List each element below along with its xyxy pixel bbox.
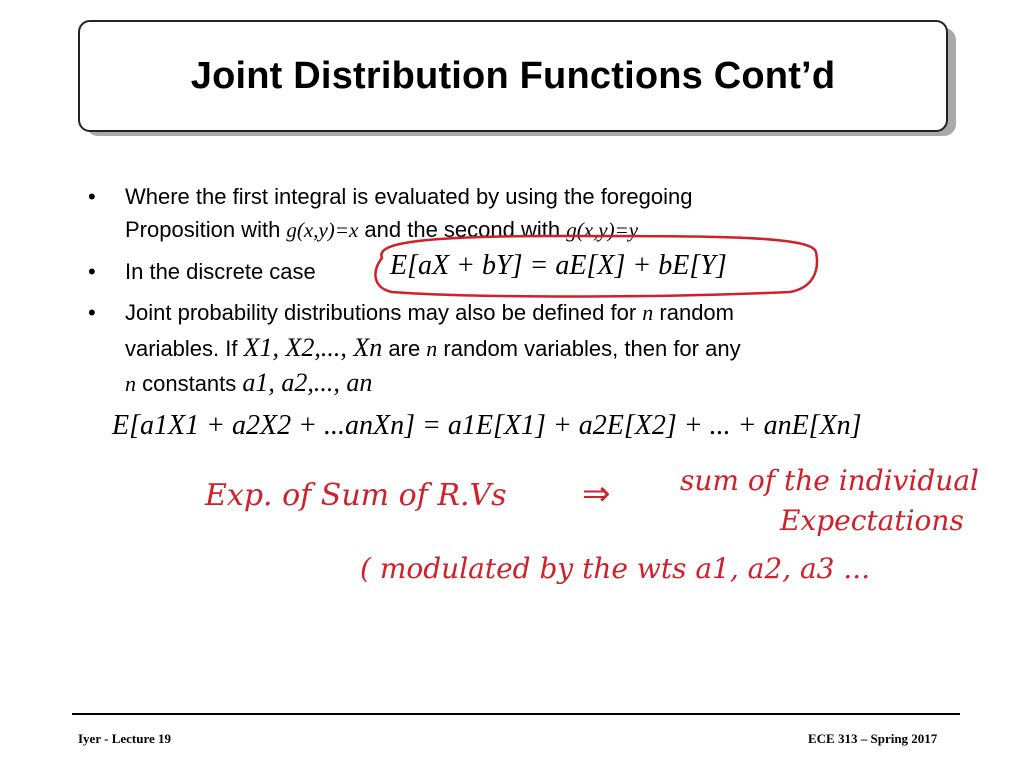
handwriting-line1-left: Exp. of Sum of R.Vs [205, 478, 507, 513]
bullet1-line2 [125, 213, 638, 247]
bullet3-line3-mid: constants [136, 371, 243, 396]
random-variables-list: X1, X2,..., Xn [243, 333, 383, 362]
bullet2-text: In the discrete case [125, 259, 316, 284]
bullet-marker: • [88, 259, 96, 284]
bullet2-line [125, 255, 316, 289]
bullet1-line1: Where the first integral is evaluated by using the foregoing [125, 184, 693, 209]
slide-title: Joint Distribution Functions Cont’d [190, 54, 836, 97]
bullet3-line3 [125, 366, 372, 401]
n-symbol: n [125, 371, 136, 396]
function-g-y: g(x,y)=y [566, 218, 639, 242]
bullet3-line1-prefix: Joint probability distributions may also be defined for [125, 300, 643, 325]
bullet3-line2-mid: are [382, 336, 427, 361]
footer-lecture-label: Iyer - Lecture 19 [78, 731, 172, 746]
handwriting-line1-right: sum of the individual [680, 464, 979, 497]
bullet-marker: • [88, 300, 96, 325]
bullet3-line2-prefix: variables. If [125, 336, 244, 361]
bullet3-line1-suffix: random [653, 300, 734, 325]
bullet-marker: • [88, 184, 96, 209]
bullet1-line2-mid: and the second with [358, 217, 567, 242]
handwriting-arrow: ⇒ [582, 474, 611, 514]
discrete-case-equation: E[aX + bY] = aE[X] + bE[Y] [390, 250, 727, 281]
n-symbol: n [642, 300, 654, 325]
bullet3-line2 [125, 331, 741, 366]
handwriting-line3: ( modulated by the wts a1, a2, a3 ... [360, 552, 871, 585]
handwriting-line2: Expectations [780, 504, 964, 537]
linearity-of-expectation-equation: E[a1X1 + a2X2 + ...anXn] = a1E[X1] + a2E[X2] + ... + anE[Xn] [112, 410, 862, 441]
bullet1-line2-prefix: Proposition with [125, 217, 287, 242]
function-g-x: g(x,y)=x [286, 218, 359, 242]
footer-course-label: ECE 313 – Spring 2017 [808, 731, 938, 746]
n-symbol: n [426, 336, 438, 361]
footer-divider [72, 713, 960, 715]
bullet3-line1 [125, 296, 734, 330]
bullet3-line2-suffix: random variables, then for any [437, 336, 741, 361]
constants-list: a1, a2,..., an [242, 368, 373, 397]
